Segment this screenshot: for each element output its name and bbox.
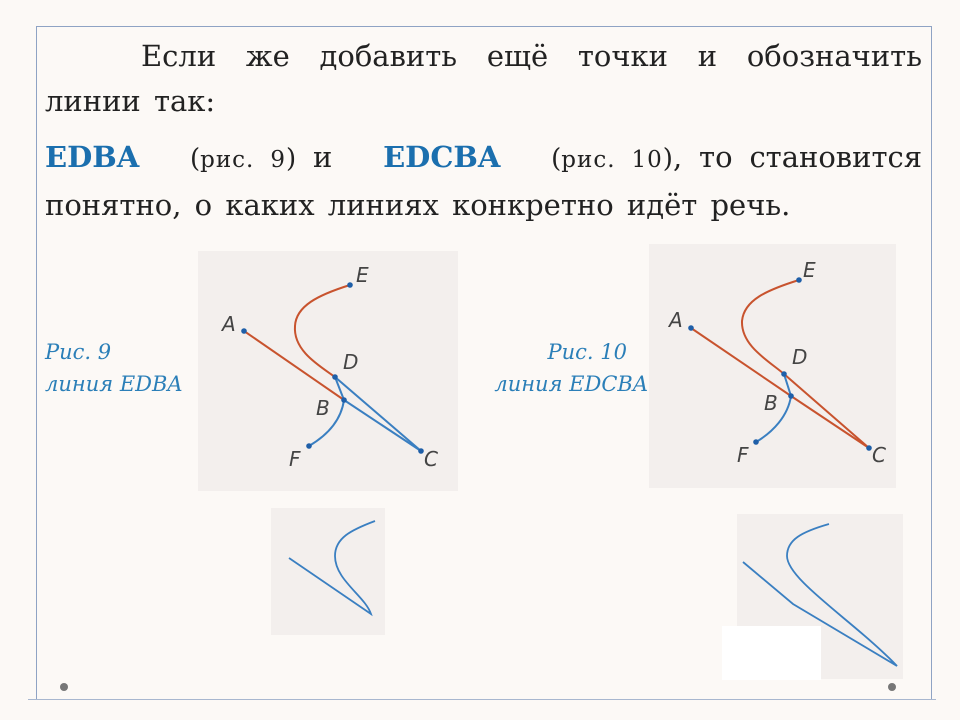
fig10-point-e [796,277,802,283]
fig10-point-f [753,439,759,445]
paren-close: ) [285,144,297,174]
fig9-point-c [418,448,424,454]
fig10-seg-dc [784,374,869,448]
fig10-label-a: A [669,308,683,332]
fig10-point-b [788,393,794,399]
bottom-rule [28,699,936,700]
fig10-label-c: C [872,443,886,467]
paragraph-lines [45,135,922,228]
corner-dot-left [60,683,68,691]
fig9-point-e [347,282,353,288]
fig9-label-b: B [316,396,330,420]
fig9-point-f [306,443,312,449]
fig10-seg-cb [791,396,869,448]
conjunction: и [313,140,333,174]
fig9-caption [45,336,183,400]
fig9-caption-sub: линия EDBA [45,372,183,396]
fig9-point-a [241,328,247,334]
white-patch [722,626,821,680]
line-name-edba: EDBA [45,140,140,174]
fig10-caption [490,336,648,400]
fig10-label-d: D [792,345,808,369]
figure-ref-10: рис. 10 [561,147,663,173]
fig10-arc-ed [742,280,799,374]
fig10-diagram [649,244,896,488]
line-name-edcba: EDCBA [383,140,501,174]
thumb9-line-edba [289,521,375,614]
fig10-label-e: E [803,258,816,282]
paren-open: ( [551,144,562,174]
fig9-diagram [198,251,458,491]
fig9-seg-bc [344,400,421,451]
fig10-svg [649,244,896,488]
fig10-label-b: B [764,391,778,415]
fig9-seg-dc [335,377,421,451]
fig9-seg-ba [244,331,344,400]
paren-close: ) [662,144,673,174]
fig9-line-thumbnail [271,508,385,635]
thumb9-svg [271,508,385,635]
fig9-label-f: F [289,447,301,471]
fig10-label-f: F [737,443,749,467]
paragraph-rest: , то становится понятно, о каких линиях конкретно идёт речь. [45,140,923,222]
fig9-label-d: D [343,350,359,374]
fig9-label-e: E [356,263,369,287]
paragraph-intro: Если же добавить ещё точки и обозначить линии так: [45,39,922,118]
fig9-label-c: C [424,447,438,471]
fig10-point-d [781,371,787,377]
fig10-caption-title: Рис. 10 [547,340,627,364]
fig9-label-a: A [222,312,236,336]
fig9-caption-title: Рис. 9 [45,340,112,364]
fig10-point-a [688,325,694,331]
fig9-point-b [341,397,347,403]
fig10-caption-sub: линия EDCBA [494,372,648,396]
figure-ref-9: рис. 9 [200,147,286,173]
fig9-svg [198,251,458,491]
fig9-point-d [332,374,338,380]
fig10-point-c [866,445,872,451]
corner-dot-right [888,683,896,691]
paren-open: ( [189,144,201,174]
fig9-arc-ed [295,285,350,377]
fig10-seg-ba [691,328,791,396]
